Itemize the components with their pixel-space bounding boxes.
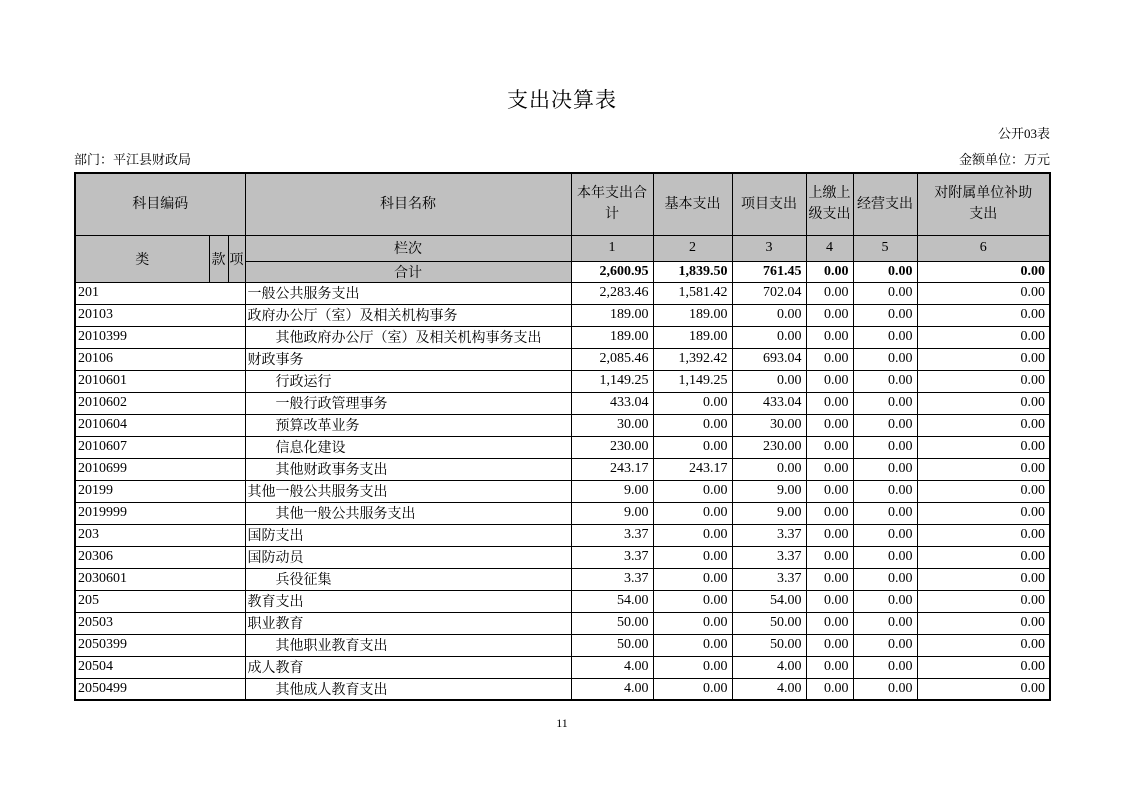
row-value: 1,392.42 bbox=[653, 348, 732, 370]
row-value: 0.00 bbox=[917, 348, 1050, 370]
row-value: 0.00 bbox=[653, 678, 732, 700]
expenditure-table bbox=[74, 172, 1051, 701]
row-value: 4.00 bbox=[732, 678, 806, 700]
row-value: 0.00 bbox=[917, 502, 1050, 524]
row-code: 2019999 bbox=[75, 502, 245, 524]
row-value: 0.00 bbox=[853, 348, 917, 370]
row-value: 3.37 bbox=[732, 524, 806, 546]
row-value: 9.00 bbox=[732, 480, 806, 502]
row-value: 0.00 bbox=[853, 304, 917, 326]
header-to-upper: 上缴上级支出 bbox=[806, 173, 853, 235]
row-value: 0.00 bbox=[853, 634, 917, 656]
row-value: 0.00 bbox=[806, 480, 853, 502]
row-value: 0.00 bbox=[917, 282, 1050, 304]
row-value: 50.00 bbox=[571, 634, 653, 656]
header-subject-name: 科目名称 bbox=[245, 173, 571, 235]
row-value: 0.00 bbox=[653, 436, 732, 458]
row-value: 0.00 bbox=[732, 458, 806, 480]
row-code: 2050499 bbox=[75, 678, 245, 700]
table-row bbox=[75, 282, 1050, 304]
report-sheet bbox=[74, 0, 1050, 731]
row-value: 243.17 bbox=[653, 458, 732, 480]
row-value: 0.00 bbox=[917, 524, 1050, 546]
table-row bbox=[75, 436, 1050, 458]
row-value: 0.00 bbox=[806, 282, 853, 304]
row-value: 433.04 bbox=[571, 392, 653, 414]
total-value: 0.00 bbox=[806, 261, 853, 282]
row-value: 0.00 bbox=[917, 436, 1050, 458]
row-code: 20199 bbox=[75, 480, 245, 502]
row-code: 205 bbox=[75, 590, 245, 612]
row-value: 0.00 bbox=[853, 326, 917, 348]
row-value: 189.00 bbox=[571, 326, 653, 348]
row-value: 0.00 bbox=[653, 612, 732, 634]
column-number: 3 bbox=[732, 235, 806, 261]
row-value: 0.00 bbox=[853, 590, 917, 612]
header-class: 类 bbox=[75, 235, 209, 282]
row-value: 702.04 bbox=[732, 282, 806, 304]
column-number: 2 bbox=[653, 235, 732, 261]
table-row bbox=[75, 568, 1050, 590]
row-code: 203 bbox=[75, 524, 245, 546]
row-value: 1,581.42 bbox=[653, 282, 732, 304]
row-value: 4.00 bbox=[571, 678, 653, 700]
unit-label: 金额单位：万元 bbox=[958, 152, 1050, 167]
row-value: 0.00 bbox=[806, 370, 853, 392]
row-code: 20504 bbox=[75, 656, 245, 678]
row-value: 0.00 bbox=[853, 524, 917, 546]
header-subsidy: 对附属单位补助支出 bbox=[917, 173, 1050, 235]
row-value: 693.04 bbox=[732, 348, 806, 370]
row-value: 1,149.25 bbox=[571, 370, 653, 392]
row-value: 3.37 bbox=[732, 568, 806, 590]
row-value: 0.00 bbox=[806, 656, 853, 678]
table-row bbox=[75, 546, 1050, 568]
row-name: 国防支出 bbox=[245, 524, 571, 546]
table-row bbox=[75, 656, 1050, 678]
row-value: 0.00 bbox=[917, 612, 1050, 634]
row-name: 一般公共服务支出 bbox=[245, 282, 571, 304]
row-code: 2030601 bbox=[75, 568, 245, 590]
column-number: 5 bbox=[853, 235, 917, 261]
row-value: 0.00 bbox=[917, 414, 1050, 436]
row-name: 国防动员 bbox=[245, 546, 571, 568]
row-value: 230.00 bbox=[732, 436, 806, 458]
table-row bbox=[75, 392, 1050, 414]
row-value: 0.00 bbox=[917, 634, 1050, 656]
header-subject-code: 科目编码 bbox=[75, 173, 245, 235]
row-value: 0.00 bbox=[917, 568, 1050, 590]
row-value: 0.00 bbox=[917, 370, 1050, 392]
row-value: 189.00 bbox=[653, 304, 732, 326]
table-body bbox=[75, 282, 1050, 700]
row-value: 0.00 bbox=[917, 304, 1050, 326]
header-project: 项目支出 bbox=[732, 173, 806, 235]
row-code: 20503 bbox=[75, 612, 245, 634]
row-value: 3.37 bbox=[571, 524, 653, 546]
row-name: 其他一般公共服务支出 bbox=[245, 502, 571, 524]
row-name: 其他财政事务支出 bbox=[245, 458, 571, 480]
row-code: 2010601 bbox=[75, 370, 245, 392]
row-value: 0.00 bbox=[917, 656, 1050, 678]
table-row bbox=[75, 304, 1050, 326]
row-code: 20106 bbox=[75, 348, 245, 370]
row-value: 0.00 bbox=[917, 678, 1050, 700]
table-row bbox=[75, 634, 1050, 656]
row-value: 0.00 bbox=[917, 458, 1050, 480]
row-value: 0.00 bbox=[806, 392, 853, 414]
row-value: 0.00 bbox=[806, 524, 853, 546]
total-value: 0.00 bbox=[853, 261, 917, 282]
column-number: 4 bbox=[806, 235, 853, 261]
row-code: 2010602 bbox=[75, 392, 245, 414]
row-value: 0.00 bbox=[806, 590, 853, 612]
table-row bbox=[75, 524, 1050, 546]
row-value: 0.00 bbox=[806, 326, 853, 348]
row-value: 0.00 bbox=[806, 678, 853, 700]
header-basic: 基本支出 bbox=[653, 173, 732, 235]
table-row bbox=[75, 414, 1050, 436]
row-value: 0.00 bbox=[732, 326, 806, 348]
lanci-label: 栏次 bbox=[245, 235, 571, 261]
row-value: 0.00 bbox=[853, 458, 917, 480]
row-value: 0.00 bbox=[853, 370, 917, 392]
table-row bbox=[75, 348, 1050, 370]
row-value: 3.37 bbox=[732, 546, 806, 568]
row-value: 0.00 bbox=[806, 458, 853, 480]
row-value: 0.00 bbox=[853, 414, 917, 436]
row-name: 财政事务 bbox=[245, 348, 571, 370]
table-row bbox=[75, 458, 1050, 480]
row-value: 50.00 bbox=[732, 612, 806, 634]
header-item: 项 bbox=[228, 235, 245, 282]
row-value: 0.00 bbox=[917, 326, 1050, 348]
row-value: 0.00 bbox=[653, 656, 732, 678]
row-value: 0.00 bbox=[732, 304, 806, 326]
row-value: 189.00 bbox=[653, 326, 732, 348]
row-value: 0.00 bbox=[853, 502, 917, 524]
header-row bbox=[75, 173, 1050, 235]
row-value: 4.00 bbox=[571, 656, 653, 678]
row-value: 0.00 bbox=[806, 502, 853, 524]
row-value: 54.00 bbox=[571, 590, 653, 612]
page-number: 11 bbox=[556, 716, 568, 730]
row-value: 0.00 bbox=[853, 656, 917, 678]
total-value: 1,839.50 bbox=[653, 261, 732, 282]
row-name: 职业教育 bbox=[245, 612, 571, 634]
row-value: 2,085.46 bbox=[571, 348, 653, 370]
table-row bbox=[75, 326, 1050, 348]
row-value: 0.00 bbox=[853, 568, 917, 590]
row-value: 0.00 bbox=[853, 612, 917, 634]
column-number: 1 bbox=[571, 235, 653, 261]
row-value: 0.00 bbox=[853, 546, 917, 568]
page-title: 支出决算表 bbox=[507, 88, 617, 112]
row-value: 0.00 bbox=[853, 392, 917, 414]
row-name: 行政运行 bbox=[245, 370, 571, 392]
public-table-label: 公开03表 bbox=[997, 126, 1050, 141]
total-value: 2,600.95 bbox=[571, 261, 653, 282]
row-value: 0.00 bbox=[653, 634, 732, 656]
row-value: 0.00 bbox=[806, 304, 853, 326]
row-value: 2,283.46 bbox=[571, 282, 653, 304]
row-value: 0.00 bbox=[853, 678, 917, 700]
row-value: 0.00 bbox=[917, 480, 1050, 502]
meta-line bbox=[74, 149, 1050, 168]
row-value: 3.37 bbox=[571, 568, 653, 590]
column-index-row bbox=[75, 235, 1050, 261]
row-value: 0.00 bbox=[917, 392, 1050, 414]
total-value: 0.00 bbox=[917, 261, 1050, 282]
row-value: 0.00 bbox=[853, 480, 917, 502]
row-value: 30.00 bbox=[571, 414, 653, 436]
row-value: 0.00 bbox=[653, 546, 732, 568]
row-value: 0.00 bbox=[653, 414, 732, 436]
row-name: 兵役征集 bbox=[245, 568, 571, 590]
row-code: 20103 bbox=[75, 304, 245, 326]
row-value: 0.00 bbox=[653, 590, 732, 612]
row-value: 0.00 bbox=[653, 568, 732, 590]
row-value: 0.00 bbox=[806, 348, 853, 370]
row-name: 其他成人教育支出 bbox=[245, 678, 571, 700]
row-name: 其他职业教育支出 bbox=[245, 634, 571, 656]
header-section: 款 bbox=[209, 235, 228, 282]
row-name: 一般行政管理事务 bbox=[245, 392, 571, 414]
row-code: 2010607 bbox=[75, 436, 245, 458]
table-row bbox=[75, 502, 1050, 524]
row-value: 433.04 bbox=[732, 392, 806, 414]
row-value: 54.00 bbox=[732, 590, 806, 612]
row-code: 20306 bbox=[75, 546, 245, 568]
table-row bbox=[75, 612, 1050, 634]
row-name: 其他一般公共服务支出 bbox=[245, 480, 571, 502]
department-label: 部门：平江县财政局 bbox=[74, 152, 192, 167]
row-code: 2050399 bbox=[75, 634, 245, 656]
row-value: 0.00 bbox=[806, 436, 853, 458]
row-value: 0.00 bbox=[917, 590, 1050, 612]
table-row bbox=[75, 590, 1050, 612]
row-code: 2010604 bbox=[75, 414, 245, 436]
table-row bbox=[75, 678, 1050, 700]
row-code: 201 bbox=[75, 282, 245, 304]
row-name: 其他政府办公厅（室）及相关机构事务支出 bbox=[245, 326, 571, 348]
row-name: 信息化建设 bbox=[245, 436, 571, 458]
row-value: 0.00 bbox=[853, 436, 917, 458]
table-row bbox=[75, 480, 1050, 502]
row-value: 0.00 bbox=[806, 568, 853, 590]
row-value: 189.00 bbox=[571, 304, 653, 326]
total-value: 761.45 bbox=[732, 261, 806, 282]
row-value: 0.00 bbox=[653, 502, 732, 524]
row-value: 0.00 bbox=[653, 524, 732, 546]
header-operating: 经营支出 bbox=[853, 173, 917, 235]
row-code: 2010399 bbox=[75, 326, 245, 348]
row-value: 30.00 bbox=[732, 414, 806, 436]
row-value: 1,149.25 bbox=[653, 370, 732, 392]
row-value: 9.00 bbox=[571, 502, 653, 524]
total-label: 合计 bbox=[245, 261, 571, 282]
row-value: 0.00 bbox=[806, 414, 853, 436]
row-value: 0.00 bbox=[853, 282, 917, 304]
row-value: 243.17 bbox=[571, 458, 653, 480]
row-value: 0.00 bbox=[732, 370, 806, 392]
row-value: 0.00 bbox=[653, 392, 732, 414]
row-value: 0.00 bbox=[806, 612, 853, 634]
row-value: 4.00 bbox=[732, 656, 806, 678]
row-code: 2010699 bbox=[75, 458, 245, 480]
row-name: 政府办公厅（室）及相关机构事务 bbox=[245, 304, 571, 326]
row-name: 成人教育 bbox=[245, 656, 571, 678]
row-value: 3.37 bbox=[571, 546, 653, 568]
row-value: 0.00 bbox=[917, 546, 1050, 568]
row-value: 230.00 bbox=[571, 436, 653, 458]
row-value: 0.00 bbox=[806, 634, 853, 656]
row-value: 50.00 bbox=[571, 612, 653, 634]
row-value: 0.00 bbox=[653, 480, 732, 502]
row-value: 0.00 bbox=[806, 546, 853, 568]
row-value: 50.00 bbox=[732, 634, 806, 656]
column-number: 6 bbox=[917, 235, 1050, 261]
row-name: 预算改革业务 bbox=[245, 414, 571, 436]
row-name: 教育支出 bbox=[245, 590, 571, 612]
row-value: 9.00 bbox=[571, 480, 653, 502]
header-year-total: 本年支出合计 bbox=[571, 173, 653, 235]
row-value: 9.00 bbox=[732, 502, 806, 524]
table-row bbox=[75, 370, 1050, 392]
